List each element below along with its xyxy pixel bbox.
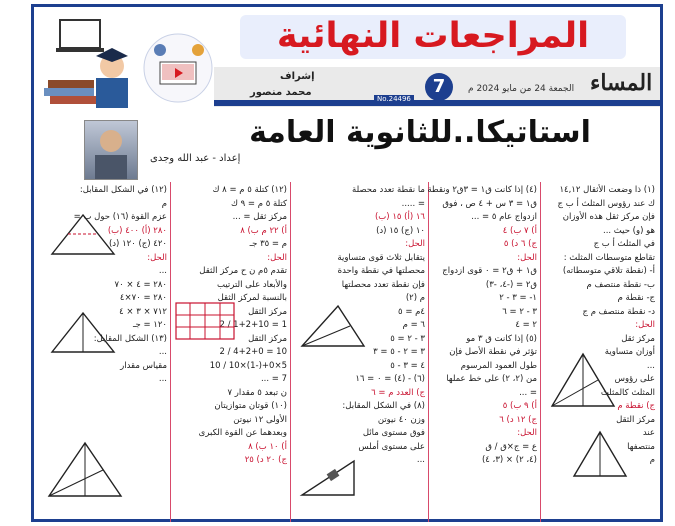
text-line: هو (و) حيث ... (603, 225, 655, 236)
triangle-figure-2 (570, 430, 630, 480)
column-divider (428, 182, 429, 522)
text-line: ج) العدد م = ٦ (371, 387, 425, 398)
page-header (0, 0, 675, 108)
column-4 (175, 184, 287, 522)
text-line: أ) ١٠ ب) ٨ (248, 441, 287, 452)
text-line: والأبعاد على الترتيب (216, 279, 287, 290)
text-line: ١٦ (أ) ١٥ (ب) (374, 212, 425, 222)
issue-code: No.24496 (374, 95, 414, 103)
text-line: ق١ + ق٢ = ٠ قوى ازدواج (442, 266, 537, 276)
text-line: ٦ = م (402, 320, 425, 330)
text-line: يتقابل ثلاث قوى متساوية (337, 252, 425, 263)
text-line: أ) ٢٢ م ب) ٨ (240, 225, 287, 236)
text-line: ١- = ٣ - ٢ (499, 293, 537, 303)
triangle-figure-5 (45, 440, 125, 500)
text-line: ما نقطة تعدد محصلة (352, 185, 425, 195)
text-line: 5×0+(-1)×10 / 10 (209, 360, 287, 371)
text-line: محصلتها في نقطة واحدة (337, 266, 425, 276)
text-line: (١٢) كتلة ٥ م = ٨ ك (212, 185, 287, 195)
text-line: الحل: (267, 252, 287, 263)
text-line: ٣ - ٢ = ٦ (502, 306, 537, 317)
text-line: تقاطع متوسطات المثلث : (563, 252, 655, 263)
text-line: (٥) إذا كانت ق ٣ مو (466, 333, 537, 344)
text-line: م = ٣٥ جـ (249, 239, 287, 249)
text-line: ٧١٢ × ٣ × ٤ (119, 306, 167, 317)
text-line: (١٢) في الشكل المقابل: (79, 185, 167, 195)
text-line: ع = ج×ق / ق (485, 441, 537, 452)
text-line: م (649, 455, 655, 465)
text-line: ٣ - ٢ = ٥ (390, 333, 425, 344)
series-title: المراجعات النهائية (276, 16, 590, 56)
text-line: أوزان متساوية (604, 347, 655, 357)
text-line: م (161, 198, 167, 209)
column-2-text (427, 184, 537, 468)
text-line: ٢٨٠ = ٧٠×٤ (119, 293, 167, 303)
text-line: على مستوى أملس (358, 441, 425, 452)
text-line: = ..... (401, 198, 425, 209)
text-line: من (٢، ٢) على خط عملها (446, 374, 537, 384)
forces-triangle-figure (298, 300, 368, 350)
text-line: الحل: (635, 320, 655, 330)
supervisor-name: محمد منصور (250, 87, 312, 98)
column-divider (540, 182, 541, 522)
column-1-text (545, 184, 655, 468)
author-photo (84, 120, 138, 180)
text-line: = ... (519, 387, 537, 398)
text-line: تقدم ٥م ن ح مركز الثقل (199, 266, 287, 276)
text-line: أ- (نقطة تلاقي متوسطاته) (562, 266, 655, 276)
text-line: بالنسبة لمركز الثقل (217, 293, 287, 303)
text-line: ج) ٢٠ د) ٢٥ (244, 455, 287, 465)
text-line: ٢٨٠ = ٤ × ٧٠ (114, 279, 167, 290)
text-line: الحل: (147, 252, 167, 263)
text-line: فإن مركز ثقل هذه الأوزان (562, 212, 655, 222)
triangle-figure-4 (48, 310, 118, 355)
graduate-illustration (30, 20, 220, 108)
author-credit: إعداد - عبد الله وجدى (150, 153, 241, 164)
text-line: المثلث كالمثلث (600, 387, 655, 398)
edition-date: الجمعة 24 من مايو 2024 م (468, 84, 575, 94)
issue-number: 7 (425, 73, 453, 101)
text-line: ٤٢٠ (ج) ١٢٠ (د) (108, 239, 167, 249)
text-line: عند (642, 428, 655, 438)
text-line: ١٠ (ج) ١٥ (د) (376, 225, 425, 236)
text-line: وزن ٤٠ نيوتن (377, 414, 425, 425)
text-line: 7 = ... (260, 374, 287, 384)
brand-logo: المساء (590, 70, 653, 96)
text-line: ... (646, 360, 655, 371)
text-line: منتصفها (627, 441, 655, 452)
text-line: د- نقطة منتصف م ج (582, 306, 655, 317)
text-line: ٤ = ٣ - ٥ (390, 360, 425, 371)
supervision-label: إشراف (280, 71, 315, 82)
text-line: فإن نقطة تعدد محصلتها (341, 279, 425, 290)
mass-table-figure (175, 302, 235, 340)
triangle-figure-3 (48, 212, 118, 257)
text-line: ب- نقطة منتصف م (586, 279, 655, 290)
text-line: ٣ = ٢ - ٥ = ٣ (373, 347, 425, 357)
text-line: (٤، ٢) × (٣، ٤) (481, 455, 537, 465)
inclined-plane-figure (298, 455, 358, 500)
text-line: ق١ = ٣ س + ٤ ص ، فوق (442, 198, 537, 209)
column-divider (170, 182, 171, 522)
text-line: ج) نقطة م (617, 401, 655, 411)
text-line: مركز الثقل (248, 306, 287, 317)
text-line: على رؤوس (614, 374, 655, 384)
text-line: ن تبعد ٥ مقدار ٧ (227, 387, 287, 398)
text-line: 1 = 1+2+10 / 2 (219, 320, 287, 330)
text-line: الأولى ١٢ نيوتن (233, 414, 287, 425)
text-line: الحل: (517, 428, 537, 438)
text-line: ج) ٦ د) ٥ (503, 239, 537, 249)
text-line: مركز ثقل (621, 333, 655, 344)
text-line: مركز الثقل (248, 333, 287, 344)
text-line: مركز ثقل = ... (232, 212, 287, 222)
text-line: ج) ١٢ د) ٦ (499, 414, 537, 425)
text-line: ج- نقطة م (617, 293, 655, 303)
text-line: م (٢) (405, 293, 425, 303)
text-line: ٢ = ٤ (515, 320, 537, 330)
text-line: عزم القوة (١٦) حول ب = (73, 212, 167, 222)
text-line: في المثلث أ ب ج (593, 239, 655, 249)
text-line: (٦) - (٤) = ٠ = ١٦ (355, 374, 425, 384)
text-line: ... (158, 266, 167, 276)
text-line: ... (416, 455, 425, 465)
text-line: (٨) في الشكل المقابل: (342, 401, 425, 411)
text-line: ٢٨٠ (أ) ٤٠٠ (ب) (107, 225, 167, 236)
text-line: ك عند رؤوس المثلث أ ب ج (557, 198, 655, 209)
text-line: ١٢٠ = جـ (133, 320, 167, 330)
text-line: ... (158, 374, 167, 384)
computer-illustration (60, 20, 100, 48)
text-line: 10 = 4+2+0 / 2 (219, 347, 287, 357)
text-line: أ) ٩ ب) ٥ (502, 401, 537, 411)
column-2 (427, 184, 537, 522)
text-line: (٤) إذا كانت ق١ = ٣ق٢ ونقطة (427, 185, 537, 195)
text-line: أ) ٧ ب) ٤ (502, 225, 537, 236)
text-line: كتلة ٥ م = ٩ ك (230, 198, 287, 209)
triangle-figure-1 (548, 350, 618, 410)
column-divider (290, 182, 291, 522)
text-line: الحل: (517, 252, 537, 263)
text-line: طول العمود المرسوم (460, 360, 537, 371)
text-line: ... (158, 347, 167, 357)
text-line: مقياس مقدار (120, 360, 167, 371)
text-line: تؤثر في نقطة الأصل فإن (449, 347, 537, 357)
text-line: (١٣) الشكل المقابل: (93, 333, 167, 344)
text-line: (١٠) قوتان متوازيتان (214, 401, 287, 411)
text-line: وبعدهما عن القوة الكبرى (198, 428, 287, 438)
text-line: (١) ذا وضعت الأثقال ١٤,١٢ (559, 185, 655, 195)
text-line: فوق مستوى مائل (362, 428, 425, 438)
text-line: ق٢ = (-٤، -٣) (485, 279, 537, 290)
text-line: ٤م = ٥ (398, 306, 425, 317)
text-line: الحل: (405, 239, 425, 249)
text-line: مركز الثقل (616, 414, 655, 425)
text-line: ازدواج عام ٥ = ... (471, 212, 537, 222)
article-title: استاتيكا..للثانوية العامة (249, 115, 591, 150)
